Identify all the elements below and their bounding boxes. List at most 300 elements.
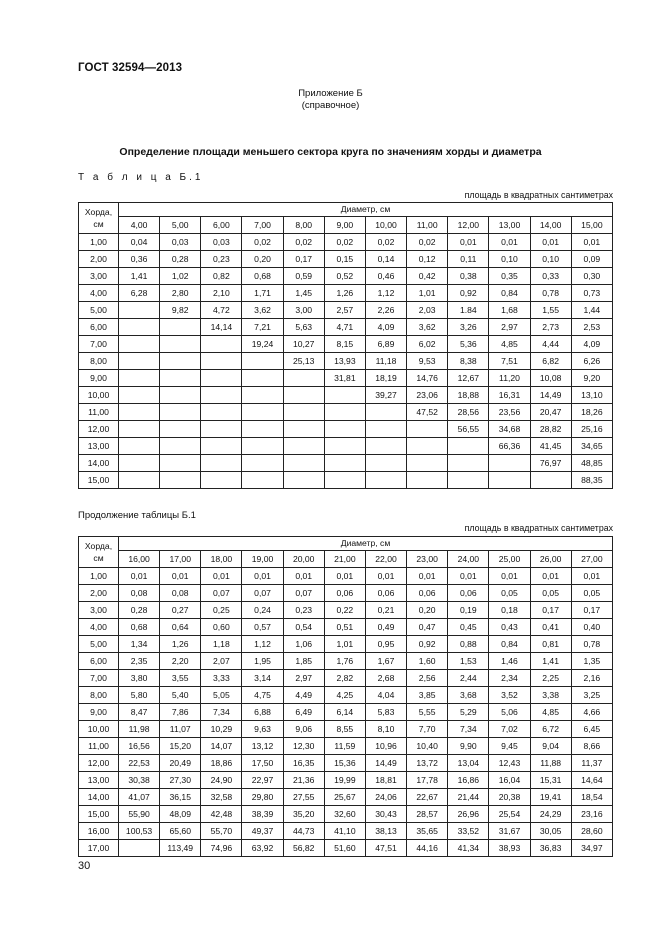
- area-cell: 100,53: [119, 823, 160, 840]
- chord-cell: 13,00: [79, 438, 119, 455]
- table-row: [79, 619, 613, 636]
- diameter-cell: 11,00: [407, 217, 448, 234]
- area-cell: [160, 319, 201, 336]
- area-cell: 7,70: [407, 721, 448, 738]
- table-row: [79, 687, 613, 704]
- chord-cell: 7,00: [79, 336, 119, 353]
- table-row: [79, 789, 613, 806]
- area-cell: 2,16: [571, 670, 612, 687]
- area-cell: 7,21: [242, 319, 283, 336]
- area-cell: 1,67: [365, 653, 406, 670]
- area-cell: [201, 353, 242, 370]
- area-cell: 13,10: [571, 387, 612, 404]
- area-cell: 74,96: [201, 840, 242, 857]
- area-cell: 48,09: [160, 806, 201, 823]
- area-cell: 7,86: [160, 704, 201, 721]
- area-cell: 1,34: [119, 636, 160, 653]
- area-cell: 9,90: [448, 738, 489, 755]
- area-cell: 1,12: [242, 636, 283, 653]
- area-cell: 17,50: [242, 755, 283, 772]
- area-cell: 19,24: [242, 336, 283, 353]
- area-cell: [119, 336, 160, 353]
- chord-cell: 5,00: [79, 636, 119, 653]
- table-row: [79, 302, 613, 319]
- area-cell: 0,73: [571, 285, 612, 302]
- area-cell: 8,66: [571, 738, 612, 755]
- table-row: [79, 568, 613, 585]
- diameter-cell: 22,00: [365, 551, 406, 568]
- area-cell: 0,01: [201, 568, 242, 585]
- chord-cell: 10,00: [79, 387, 119, 404]
- area-cell: 3,52: [489, 687, 530, 704]
- area-cell: 7,34: [201, 704, 242, 721]
- area-cell: 0,23: [283, 602, 324, 619]
- area-cell: 2,26: [365, 302, 406, 319]
- area-cell: 4,72: [201, 302, 242, 319]
- area-cell: 5,55: [407, 704, 448, 721]
- area-cell: [242, 404, 283, 421]
- area-cell: 0,43: [489, 619, 530, 636]
- area-cell: 49,37: [242, 823, 283, 840]
- area-cell: 8,38: [448, 353, 489, 370]
- chord-cell: 9,00: [79, 704, 119, 721]
- area-cell: 5,29: [448, 704, 489, 721]
- area-cell: 55,70: [201, 823, 242, 840]
- area-cell: 14,64: [571, 772, 612, 789]
- chord-cell: 7,00: [79, 670, 119, 687]
- diameter-cell: 6,00: [201, 217, 242, 234]
- area-cell: 0,02: [242, 234, 283, 251]
- area-cell: 0,24: [242, 602, 283, 619]
- table-row: [79, 336, 613, 353]
- area-cell: 4,71: [324, 319, 365, 336]
- area-cell: [119, 455, 160, 472]
- area-cell: 55,90: [119, 806, 160, 823]
- area-cell: 0,02: [283, 234, 324, 251]
- area-cell: [160, 421, 201, 438]
- table-row: [79, 268, 613, 285]
- area-cell: 0,52: [324, 268, 365, 285]
- area-cell: [407, 438, 448, 455]
- area-cell: 16,04: [489, 772, 530, 789]
- area-cell: 0,08: [160, 585, 201, 602]
- area-cell: 0,15: [324, 251, 365, 268]
- area-cell: [365, 404, 406, 421]
- area-cell: 10,08: [530, 370, 571, 387]
- area-cell: 0,38: [448, 268, 489, 285]
- area-cell: [324, 438, 365, 455]
- diameter-cell: 13,00: [489, 217, 530, 234]
- area-cell: 24,06: [365, 789, 406, 806]
- area-cell: 0,07: [283, 585, 324, 602]
- area-cell: 0,36: [119, 251, 160, 268]
- area-cell: 31,81: [324, 370, 365, 387]
- area-cell: 0,30: [571, 268, 612, 285]
- area-cell: [119, 404, 160, 421]
- area-cell: 44,73: [283, 823, 324, 840]
- area-cell: 1,68: [489, 302, 530, 319]
- area-cell: 2,97: [283, 670, 324, 687]
- diameter-cell: 24,00: [448, 551, 489, 568]
- area-cell: [365, 421, 406, 438]
- chord-cell: 6,00: [79, 653, 119, 670]
- area-cell: 1,26: [324, 285, 365, 302]
- area-cell: [119, 302, 160, 319]
- area-cell: 13,72: [407, 755, 448, 772]
- area-cell: 0,06: [407, 585, 448, 602]
- area-cell: 41,10: [324, 823, 365, 840]
- area-cell: 34,97: [571, 840, 612, 857]
- area-cell: 4,85: [489, 336, 530, 353]
- area-cell: [283, 455, 324, 472]
- chord-cell: 5,00: [79, 302, 119, 319]
- area-cell: 3,80: [119, 670, 160, 687]
- area-cell: [448, 472, 489, 489]
- table-row: [79, 251, 613, 268]
- chord-cell: 3,00: [79, 602, 119, 619]
- area-cell: 11,07: [160, 721, 201, 738]
- table-row: [79, 602, 613, 619]
- area-cell: 0,17: [530, 602, 571, 619]
- area-cell: 0,18: [489, 602, 530, 619]
- table-caption: Т а б л и ц а Б.1: [78, 172, 204, 183]
- chord-cell: 1,00: [79, 568, 119, 585]
- chord-unit: см: [93, 219, 104, 229]
- area-cell: 34,65: [571, 438, 612, 455]
- area-cell: 63,92: [242, 840, 283, 857]
- chord-cell: 14,00: [79, 789, 119, 806]
- area-cell: 0,41: [530, 619, 571, 636]
- area-cell: 5,06: [489, 704, 530, 721]
- area-cell: 0,07: [242, 585, 283, 602]
- area-cell: 0,01: [571, 568, 612, 585]
- area-cell: 22,97: [242, 772, 283, 789]
- area-cell: 15,31: [530, 772, 571, 789]
- area-cell: 51,60: [324, 840, 365, 857]
- area-cell: 20,38: [489, 789, 530, 806]
- area-cell: 0,01: [571, 234, 612, 251]
- area-cell: [119, 472, 160, 489]
- sector-area-table-continued: [78, 536, 613, 857]
- area-cell: 0,57: [242, 619, 283, 636]
- area-cell: 8,47: [119, 704, 160, 721]
- area-cell: [119, 319, 160, 336]
- area-cell: 32,58: [201, 789, 242, 806]
- sector-area-table: [78, 202, 613, 489]
- area-cell: 0,20: [407, 602, 448, 619]
- table-row: [79, 387, 613, 404]
- table-row: [79, 704, 613, 721]
- area-cell: 38,13: [365, 823, 406, 840]
- area-cell: 1,55: [530, 302, 571, 319]
- area-cell: 5,80: [119, 687, 160, 704]
- table-row: [79, 806, 613, 823]
- area-cell: 0,01: [160, 568, 201, 585]
- chord-label: Хорда,: [84, 207, 113, 217]
- area-cell: 0,92: [448, 285, 489, 302]
- area-cell: [242, 370, 283, 387]
- table-row: [79, 455, 613, 472]
- chord-cell: 15,00: [79, 806, 119, 823]
- area-cell: 1.84: [448, 302, 489, 319]
- diameter-cell: 14,00: [530, 217, 571, 234]
- area-cell: 1,26: [160, 636, 201, 653]
- area-cell: [489, 472, 530, 489]
- table-row: [79, 636, 613, 653]
- area-cell: 3,14: [242, 670, 283, 687]
- area-cell: [448, 438, 489, 455]
- area-cell: 8,55: [324, 721, 365, 738]
- area-cell: [119, 387, 160, 404]
- chord-cell: 16,00: [79, 823, 119, 840]
- area-cell: 0,23: [201, 251, 242, 268]
- area-cell: 11,98: [119, 721, 160, 738]
- chord-cell: 11,00: [79, 404, 119, 421]
- area-cell: 0,01: [489, 568, 530, 585]
- diameter-cell: 23,00: [407, 551, 448, 568]
- chord-cell: 17,00: [79, 840, 119, 857]
- area-cell: [160, 370, 201, 387]
- area-cell: [119, 370, 160, 387]
- area-cell: 2,20: [160, 653, 201, 670]
- chord-cell: 4,00: [79, 285, 119, 302]
- area-cell: 0,49: [365, 619, 406, 636]
- area-cell: 28,82: [530, 421, 571, 438]
- area-cell: 32,60: [324, 806, 365, 823]
- area-cell: 36,15: [160, 789, 201, 806]
- area-cell: 9,06: [283, 721, 324, 738]
- table-row: [79, 353, 613, 370]
- chord-label: Хорда,: [84, 541, 113, 551]
- area-cell: 0,04: [119, 234, 160, 251]
- area-cell: [283, 370, 324, 387]
- table-row: [79, 438, 613, 455]
- area-cell: 4,09: [365, 319, 406, 336]
- area-cell: 3,55: [160, 670, 201, 687]
- area-cell: [201, 370, 242, 387]
- area-cell: 56,55: [448, 421, 489, 438]
- area-cell: 0,05: [530, 585, 571, 602]
- area-cell: [489, 455, 530, 472]
- area-cell: 0,03: [160, 234, 201, 251]
- area-cell: 28,56: [448, 404, 489, 421]
- area-cell: 42,48: [201, 806, 242, 823]
- area-cell: 11,18: [365, 353, 406, 370]
- area-cell: 30,38: [119, 772, 160, 789]
- area-cell: 1,01: [324, 636, 365, 653]
- area-cell: 0,10: [489, 251, 530, 268]
- area-cell: 0,59: [283, 268, 324, 285]
- area-cell: 0,19: [448, 602, 489, 619]
- area-cell: 1,44: [571, 302, 612, 319]
- area-cell: 13,93: [324, 353, 365, 370]
- area-cell: 3,85: [407, 687, 448, 704]
- area-cell: 23,16: [571, 806, 612, 823]
- diameter-cell: 26,00: [530, 551, 571, 568]
- area-cell: 6,14: [324, 704, 365, 721]
- area-cell: [160, 472, 201, 489]
- diameter-cell: 17,00: [160, 551, 201, 568]
- area-cell: 0,46: [365, 268, 406, 285]
- area-cell: 4,09: [571, 336, 612, 353]
- diameter-cell: 18,00: [201, 551, 242, 568]
- area-cell: [242, 438, 283, 455]
- area-cell: 3,33: [201, 670, 242, 687]
- page-title: Определение площади меньшего сектора круга по значениям хорды и диаметра: [119, 146, 542, 158]
- area-cell: 76,97: [530, 455, 571, 472]
- area-cell: 0,01: [530, 234, 571, 251]
- area-cell: 0,09: [571, 251, 612, 268]
- area-cell: 14,07: [201, 738, 242, 755]
- chord-cell: 2,00: [79, 251, 119, 268]
- area-cell: [201, 472, 242, 489]
- chord-cell: 14,00: [79, 455, 119, 472]
- area-cell: [119, 438, 160, 455]
- unit-note: площадь в квадратных сантиметрах: [464, 523, 613, 533]
- area-cell: 0,42: [407, 268, 448, 285]
- diameter-cell: 9,00: [324, 217, 365, 234]
- area-cell: 47,52: [407, 404, 448, 421]
- area-cell: 6,72: [530, 721, 571, 738]
- area-cell: [242, 387, 283, 404]
- area-cell: 23,06: [407, 387, 448, 404]
- area-cell: 6,89: [365, 336, 406, 353]
- table-row: [79, 772, 613, 789]
- area-cell: 5,05: [201, 687, 242, 704]
- area-cell: 1,60: [407, 653, 448, 670]
- area-cell: 0,68: [242, 268, 283, 285]
- area-cell: 2,56: [407, 670, 448, 687]
- chord-cell: 9,00: [79, 370, 119, 387]
- area-cell: [324, 472, 365, 489]
- area-cell: 31,67: [489, 823, 530, 840]
- area-cell: 21,44: [448, 789, 489, 806]
- area-cell: 21,36: [283, 772, 324, 789]
- area-cell: 0,47: [407, 619, 448, 636]
- area-cell: [324, 387, 365, 404]
- area-cell: 0,12: [407, 251, 448, 268]
- area-cell: 20,49: [160, 755, 201, 772]
- area-cell: 18,88: [448, 387, 489, 404]
- area-cell: 0,07: [201, 585, 242, 602]
- area-cell: 6,02: [407, 336, 448, 353]
- table-row: [79, 755, 613, 772]
- area-cell: 0,17: [571, 602, 612, 619]
- diameter-cell: 16,00: [119, 551, 160, 568]
- area-cell: 1,95: [242, 653, 283, 670]
- chord-cell: 8,00: [79, 353, 119, 370]
- area-cell: 0,51: [324, 619, 365, 636]
- area-cell: 9,04: [530, 738, 571, 755]
- area-cell: 25,54: [489, 806, 530, 823]
- area-cell: 9,53: [407, 353, 448, 370]
- area-cell: 1,35: [571, 653, 612, 670]
- area-cell: 1,71: [242, 285, 283, 302]
- area-cell: 44,16: [407, 840, 448, 857]
- area-cell: [448, 455, 489, 472]
- area-cell: 24,90: [201, 772, 242, 789]
- chord-cell: 11,00: [79, 738, 119, 755]
- area-cell: [242, 353, 283, 370]
- area-cell: 0,01: [365, 568, 406, 585]
- area-cell: 1,53: [448, 653, 489, 670]
- area-cell: [365, 472, 406, 489]
- area-cell: [201, 438, 242, 455]
- area-cell: 0,06: [448, 585, 489, 602]
- area-cell: 0,01: [489, 234, 530, 251]
- diameter-cell: 19,00: [242, 551, 283, 568]
- area-cell: 7,51: [489, 353, 530, 370]
- area-cell: 13,04: [448, 755, 489, 772]
- area-cell: 17,78: [407, 772, 448, 789]
- area-cell: [324, 421, 365, 438]
- area-cell: [365, 438, 406, 455]
- table-corner: [79, 203, 119, 234]
- area-cell: 0,06: [365, 585, 406, 602]
- area-cell: 0,68: [119, 619, 160, 636]
- area-cell: 0,28: [160, 251, 201, 268]
- area-cell: 4,04: [365, 687, 406, 704]
- area-cell: 2,73: [530, 319, 571, 336]
- area-cell: [201, 455, 242, 472]
- area-cell: 0,01: [448, 568, 489, 585]
- area-cell: 2,03: [407, 302, 448, 319]
- area-cell: 4,66: [571, 704, 612, 721]
- area-cell: 16,86: [448, 772, 489, 789]
- area-cell: [530, 472, 571, 489]
- chord-cell: 13,00: [79, 772, 119, 789]
- area-cell: 26,96: [448, 806, 489, 823]
- area-cell: 36,83: [530, 840, 571, 857]
- area-cell: 11,20: [489, 370, 530, 387]
- page-number: 30: [78, 860, 91, 872]
- area-cell: 16,56: [119, 738, 160, 755]
- area-cell: [160, 404, 201, 421]
- area-cell: [365, 455, 406, 472]
- area-cell: 14,49: [530, 387, 571, 404]
- area-cell: 2,10: [201, 285, 242, 302]
- area-cell: 1,41: [530, 653, 571, 670]
- table-row: [79, 319, 613, 336]
- area-cell: 41,45: [530, 438, 571, 455]
- area-cell: 6,45: [571, 721, 612, 738]
- area-cell: 19,41: [530, 789, 571, 806]
- area-cell: 7,02: [489, 721, 530, 738]
- chord-cell: 12,00: [79, 421, 119, 438]
- area-cell: 0,01: [283, 568, 324, 585]
- area-cell: 41,07: [119, 789, 160, 806]
- area-cell: 28,60: [571, 823, 612, 840]
- area-cell: 1,46: [489, 653, 530, 670]
- area-cell: 1,18: [201, 636, 242, 653]
- area-cell: 3,68: [448, 687, 489, 704]
- area-cell: 14,14: [201, 319, 242, 336]
- area-cell: [283, 438, 324, 455]
- area-cell: 11,37: [571, 755, 612, 772]
- area-cell: 11,59: [324, 738, 365, 755]
- area-cell: 1,76: [324, 653, 365, 670]
- chord-cell: 6,00: [79, 319, 119, 336]
- area-cell: 0,78: [571, 636, 612, 653]
- area-cell: 0,01: [119, 568, 160, 585]
- area-cell: 0,82: [201, 268, 242, 285]
- diameter-cell: 7,00: [242, 217, 283, 234]
- unit-note: площадь в квадратных сантиметрах: [464, 190, 613, 200]
- chord-cell: 1,00: [79, 234, 119, 251]
- table-row: [79, 653, 613, 670]
- table-row: [79, 285, 613, 302]
- area-cell: 5,63: [283, 319, 324, 336]
